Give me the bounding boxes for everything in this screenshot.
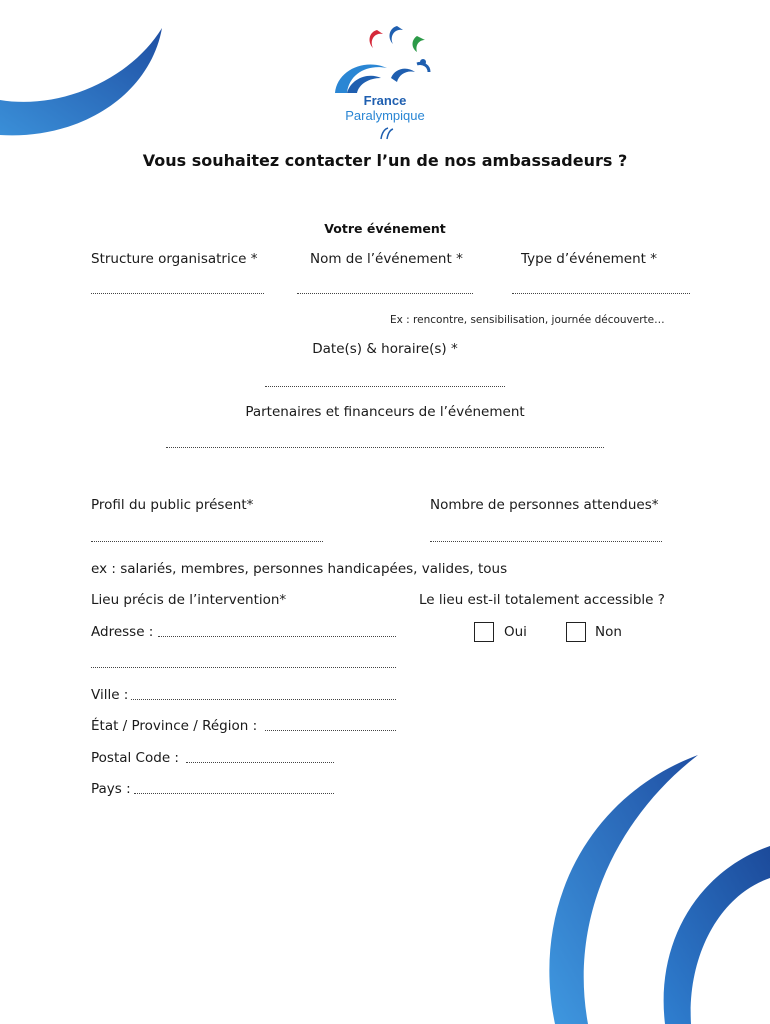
postal-field[interactable] bbox=[186, 762, 334, 763]
address-label: Adresse : bbox=[91, 624, 154, 640]
postal-label: Postal Code : bbox=[91, 750, 179, 766]
location-label: Lieu précis de l’intervention* bbox=[91, 592, 287, 608]
address-field[interactable] bbox=[158, 636, 396, 637]
yes-label: Oui bbox=[504, 624, 527, 640]
state-field[interactable] bbox=[265, 730, 396, 731]
event-type-label: Type d’événement * bbox=[521, 251, 657, 267]
yes-checkbox[interactable] bbox=[474, 622, 494, 642]
address-line2-field[interactable] bbox=[91, 667, 396, 668]
agitos-icon bbox=[325, 18, 445, 98]
bottom-right-small-swoosh bbox=[655, 840, 770, 1024]
public-profile-field[interactable] bbox=[91, 541, 323, 542]
accessible-question: Le lieu est-il totalement accessible ? bbox=[419, 592, 665, 608]
logo-text-france: France bbox=[363, 93, 407, 108]
country-field[interactable] bbox=[134, 793, 334, 794]
event-name-label: Nom de l’événement * bbox=[310, 251, 463, 267]
public-hint: ex : salariés, membres, personnes handicapées, valides, tous bbox=[91, 561, 508, 577]
public-profile-label: Profil du public présent* bbox=[91, 497, 254, 513]
dates-label: Date(s) & horaire(s) * bbox=[312, 341, 458, 357]
no-checkbox[interactable] bbox=[566, 622, 586, 642]
no-label: Non bbox=[595, 624, 622, 640]
event-type-field[interactable] bbox=[512, 293, 690, 294]
logo-text-paralympique: Paralympique bbox=[345, 108, 425, 123]
city-label: Ville : bbox=[91, 687, 129, 703]
event-name-field[interactable] bbox=[297, 293, 473, 294]
dates-field[interactable] bbox=[265, 386, 505, 387]
logo-mark-icon bbox=[377, 126, 397, 140]
structure-field[interactable] bbox=[91, 293, 264, 294]
top-left-swoosh bbox=[0, 0, 170, 145]
state-label: État / Province / Région : bbox=[91, 718, 258, 734]
partners-label: Partenaires et financeurs de l’événement bbox=[245, 404, 525, 420]
country-label: Pays : bbox=[91, 781, 131, 797]
city-field[interactable] bbox=[131, 699, 396, 700]
structure-label: Structure organisatrice * bbox=[91, 251, 258, 267]
partners-field[interactable] bbox=[166, 447, 604, 448]
section-title: Votre événement bbox=[324, 221, 446, 236]
page-title: Vous souhaitez contacter l’un de nos ambassadeurs ? bbox=[142, 151, 628, 170]
event-type-hint: Ex : rencontre, sensibilisation, journée découverte… bbox=[390, 314, 665, 326]
attendees-label: Nombre de personnes attendues* bbox=[430, 497, 659, 513]
france-paralympique-logo bbox=[325, 18, 445, 143]
attendees-field[interactable] bbox=[430, 541, 662, 542]
